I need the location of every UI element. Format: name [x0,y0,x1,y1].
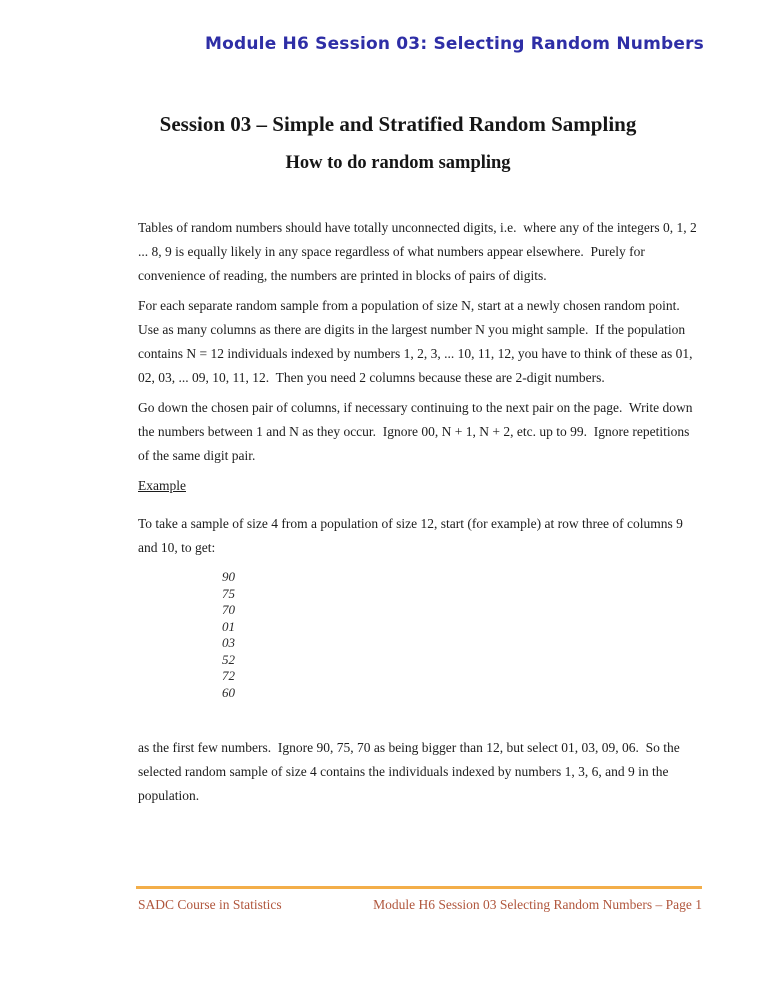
paragraph-column-rules: Go down the chosen pair of columns, if necessary continuing to the next pair on the page. Write down the numbers between 1 and N as they occur. Ignore 00, N + 1, N + 2, etc. up to 99. Ignore repetitions of the same digit pair. [138,400,696,463]
page-footer [138,897,702,913]
random-number-item: 75 [222,585,235,601]
random-number-item: 60 [222,684,235,700]
random-number-item: 90 [222,569,235,584]
random-number-item: 52 [222,651,235,667]
paragraph-random-tables: Tables of random numbers should have totally unconnected digits, i.e. where any of the integers 0, 1, 2 ... 8, 9 is equally likely in any space regardless of what numbers appear elsewhere. Purely for convenience of reading, the numbers are printed in blocks of pairs of digits. [138,220,701,283]
random-number-list [222,569,702,701]
footer-course-name: SADC Course in Statistics [138,897,282,912]
paragraph-sampling-method: For each separate random sample from a population of size N, start at a newly chosen random point. Use as many columns as there are digits in the largest number N you might sample. If the population contains N = 12 individuals indexed by numbers 1, 2, 3, ... 10, 11, 12, you have to think of these as 01, 02, 03, ... 09, 10, 11, 12. Then you need 2 columns because these are 2-digit numbers. [138,298,696,385]
example-conclusion: as the first few numbers. Ignore 90, 75, 70 as being bigger than 12, but select 01, 03, 09, 06. So the selected random sample of size 4 contains the individuals indexed by numbers 1, 3, 6, and 9 in the population. [138,740,684,803]
example-intro: To take a sample of size 4 from a population of size 12, start (for example) at row three of columns 9 and 10, to get: [138,516,687,555]
random-number-item: 72 [222,668,235,683]
session-subtitle: How to do random sampling [285,153,511,173]
random-number-item: 70 [222,602,235,617]
random-number-item: 03 [222,635,235,650]
document-body [138,110,702,808]
title-block [138,110,658,176]
random-number-item: 01 [222,618,235,634]
footer-module-page-number: Module H6 Session 03 Selecting Random Numbers – Page 1 [373,897,702,912]
footer-divider-line [136,886,702,889]
page-header-title: Module H6 Session 03: Selecting Random Numbers [205,34,704,54]
session-title: Session 03 – Simple and Stratified Random Sampling [159,112,637,136]
example-heading: Example [138,478,186,493]
